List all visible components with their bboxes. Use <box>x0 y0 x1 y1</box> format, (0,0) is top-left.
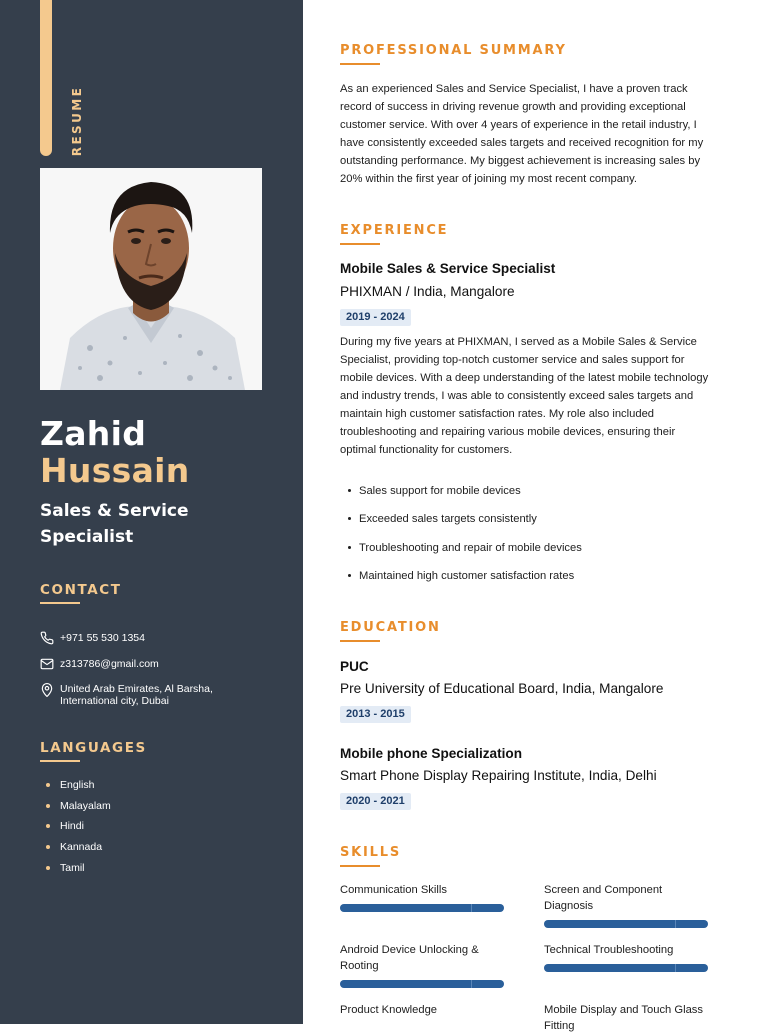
experience-bullet <box>348 569 574 583</box>
bullet-dot <box>348 546 351 549</box>
experience-underline <box>340 243 380 245</box>
contact-underline <box>40 602 80 604</box>
experience-dates: 2019 - 2024 <box>340 309 411 326</box>
summary-underline <box>340 63 380 65</box>
skill-label: Android Device Unlocking & Rooting <box>340 944 479 972</box>
skill-bar <box>340 980 504 988</box>
skills-underline <box>340 865 380 867</box>
education-dates: 2020 - 2021 <box>340 793 411 810</box>
bullet-dot <box>46 783 50 787</box>
education-school: Smart Phone Display Repairing Institute, India, Delhi <box>340 768 657 783</box>
skill-bar <box>544 920 708 928</box>
bullet-dot <box>46 804 50 808</box>
email-text: z313786@gmail.com <box>60 658 159 670</box>
skill-label: Screen and Component Diagnosis <box>544 884 663 912</box>
language-label: Hindi <box>60 820 84 833</box>
bullet-text: Sales support for mobile devices <box>359 485 521 497</box>
experience-heading: EXPERIENCE <box>340 223 449 238</box>
sidebar <box>0 0 303 1024</box>
bullet-text: Maintained high customer satisfaction rates <box>359 570 575 582</box>
education-dates: 2013 - 2015 <box>340 706 411 723</box>
experience-org: PHIXMAN / India, Mangalore <box>340 284 515 299</box>
bullet-dot <box>46 845 50 849</box>
language-item <box>46 840 111 861</box>
phone-icon <box>40 631 54 645</box>
job-title: Sales & Service Specialist <box>40 501 189 547</box>
skill-bar <box>544 964 708 972</box>
phone-text: +971 55 530 1354 <box>60 632 145 644</box>
contact-address <box>40 683 270 707</box>
resume-accent-bar <box>40 0 52 156</box>
skill-bar-tick <box>675 920 676 928</box>
language-item <box>46 799 111 820</box>
languages-heading: LANGUAGES <box>40 740 147 756</box>
location-icon <box>40 682 54 696</box>
bullet-dot <box>348 517 351 520</box>
bullet-text: Exceeded sales targets consistently <box>359 513 537 525</box>
education-degree: PUC <box>340 659 369 674</box>
language-label: English <box>60 779 95 791</box>
summary-text: As an experienced Sales and Service Specialist, I have a proven track record of success in driving revenue growth and providing exceptional customer service. With over 4 years of experience in the retail industry, I have consistently exceeded sales targets and received recognition for my outstanding performance. My biggest achievement is increasing sales by 20% within the first year of joining my most recent company. <box>340 83 704 185</box>
skill-label: Mobile Display and Touch Glass Fitting <box>544 1004 703 1032</box>
experience-description: During my five years at PHIXMAN, I served as a Mobile Sales & Service Specialist, providing top-notch customer service and sales support for mobile devices. With a deep understanding of the latest mobile technology and industry trends, I was able to consistently exceed sales targets and maintain high customer satisfaction rates. My role also included troubleshooting and repairing various mobile devices, ensuring their optimal functionality for customers. <box>340 336 709 456</box>
contact-heading: CONTACT <box>40 582 122 598</box>
profile-photo <box>40 168 262 390</box>
skill-bar-tick <box>471 904 472 912</box>
bullet-dot <box>46 866 50 870</box>
bullet-dot <box>46 824 50 828</box>
skills-heading: SKILLS <box>340 845 402 860</box>
resume-label-text: RESUME <box>70 85 84 157</box>
contact-email[interactable] <box>40 658 270 671</box>
skill-bar-fill <box>544 964 708 972</box>
contact-phone[interactable] <box>40 632 270 645</box>
language-label: Tamil <box>60 861 85 874</box>
bullet-dot <box>348 574 351 577</box>
language-label: Kannada <box>60 841 103 854</box>
language-item <box>46 819 111 840</box>
skill-label: Product Knowledge <box>340 1004 438 1016</box>
bullet-text: Troubleshooting and repair of mobile devices <box>359 542 582 554</box>
skill-label: Communication Skills <box>340 884 447 896</box>
experience-bullet <box>348 484 521 498</box>
skill-bar-fill <box>544 920 708 928</box>
education-heading: EDUCATION <box>340 620 441 635</box>
language-item <box>46 861 111 882</box>
skill-bar-fill <box>340 980 504 988</box>
first-name: Zahid <box>40 414 147 453</box>
languages-list <box>46 778 111 881</box>
email-icon <box>40 657 54 671</box>
language-label: Malayalam <box>60 799 111 812</box>
skill-bar-tick <box>471 980 472 988</box>
skill-bar <box>340 904 504 912</box>
bullet-dot <box>348 489 351 492</box>
education-underline <box>340 640 380 642</box>
skill-label: Technical Troubleshooting <box>544 944 674 956</box>
languages-underline <box>40 760 80 762</box>
experience-bullet <box>348 512 537 526</box>
education-degree: Mobile phone Specialization <box>340 746 523 761</box>
language-item <box>46 778 111 799</box>
address-text: United Arab Emirates, Al Barsha, International city, Dubai <box>60 683 213 707</box>
experience-role: Mobile Sales & Service Specialist <box>340 261 556 276</box>
skill-bar-tick <box>675 964 676 972</box>
last-name: Hussain <box>40 451 190 490</box>
resume-label <box>68 86 86 156</box>
summary-heading: PROFESSIONAL SUMMARY <box>340 43 567 58</box>
skill-bar-fill <box>340 904 504 912</box>
education-school: Pre University of Educational Board, India, Mangalore <box>340 681 664 696</box>
experience-bullet <box>348 541 582 555</box>
main-content <box>303 0 768 1032</box>
